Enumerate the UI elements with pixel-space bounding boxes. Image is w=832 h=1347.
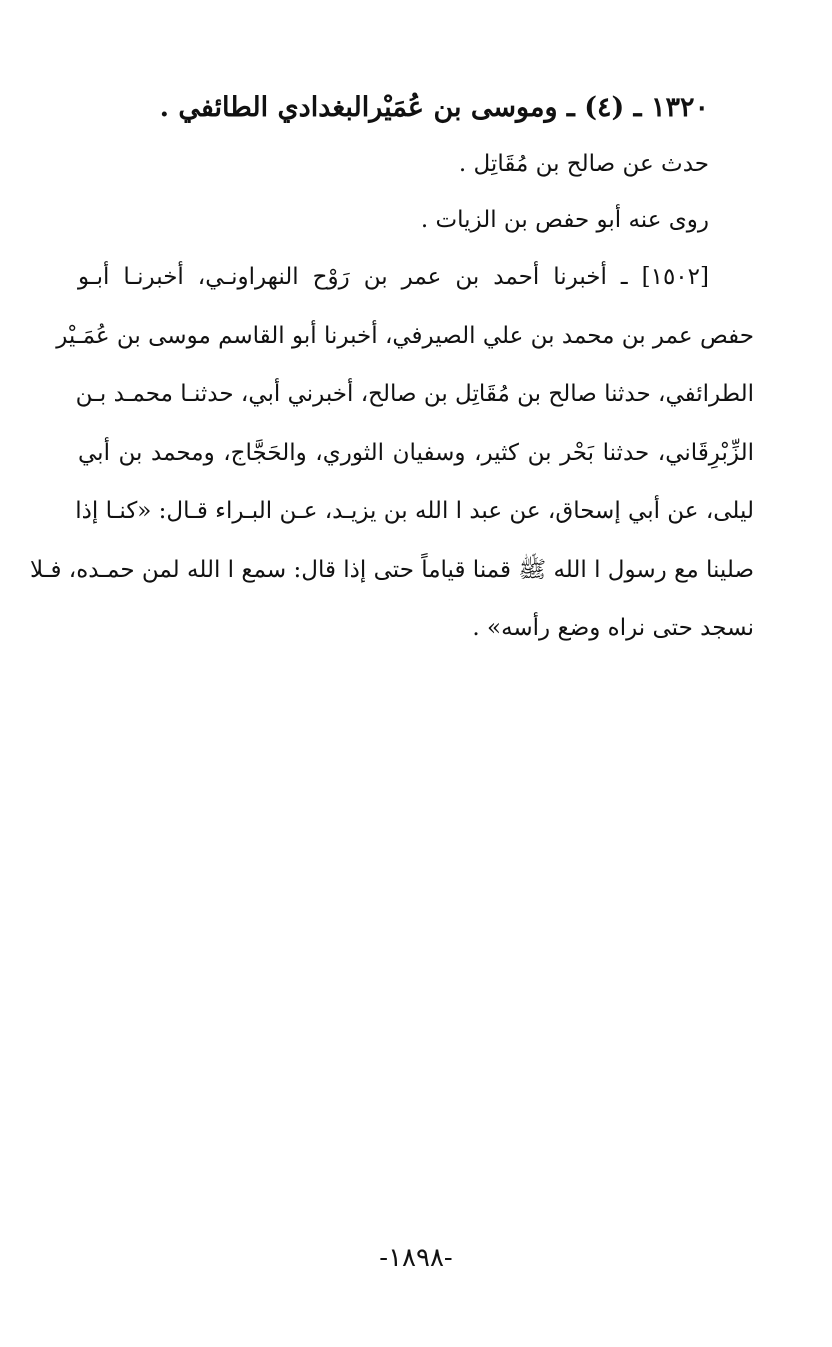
narrated-by-line: روى عنه أبو حفص بن الزيات . <box>420 207 709 233</box>
hadith-text <box>30 248 754 658</box>
hadith-line: حفص عمر بن محمد بن علي الصيرفي، أخبرنا أبو القاسم موسى بن عُمَـيْر <box>56 322 754 349</box>
hadith-line: نسجد حتى نراه وضع رأسه» . <box>472 615 754 641</box>
narrated-from-line: حدث عن صالح بن مُقَاتِل . <box>458 151 709 177</box>
page-number: -١٨٩٨- <box>379 1243 453 1273</box>
biography-entry <box>30 86 754 658</box>
entry-heading: ١٣٢٠ ـ (٤) ـ وموسى بن عُمَيْرالبغدادي الطائفي . <box>159 92 709 123</box>
hadith-line: صلينا مع رسول ا الله ﷺ قمنا قياماً حتى إذا قال: سمع ا الله لمن حمـده، فـلا <box>30 556 754 583</box>
hadith-line: ليلى، عن أبي إسحاق، عن عبد ا الله بن يزيـد، عـن البـراء قـال: «كنـا إذا <box>75 498 754 524</box>
hadith-line: الطرائفي، حدثنا صالح بن مُقَاتِل بن صالح، أخبرني أبي، حدثنـا محمـد بـن <box>75 381 754 407</box>
hadith-line: [١٥٠٢] ـ أخبرنا أحمد بن عمر بن رَوْح النهراونـي، أخبرنـا أبـو <box>78 264 709 290</box>
hadith-line: الزِّبْرِقَاني، حدثنا بَحْر بن كثير، وسفيان الثوري، والحَجَّاج، ومحمد بن أبي <box>78 439 754 466</box>
